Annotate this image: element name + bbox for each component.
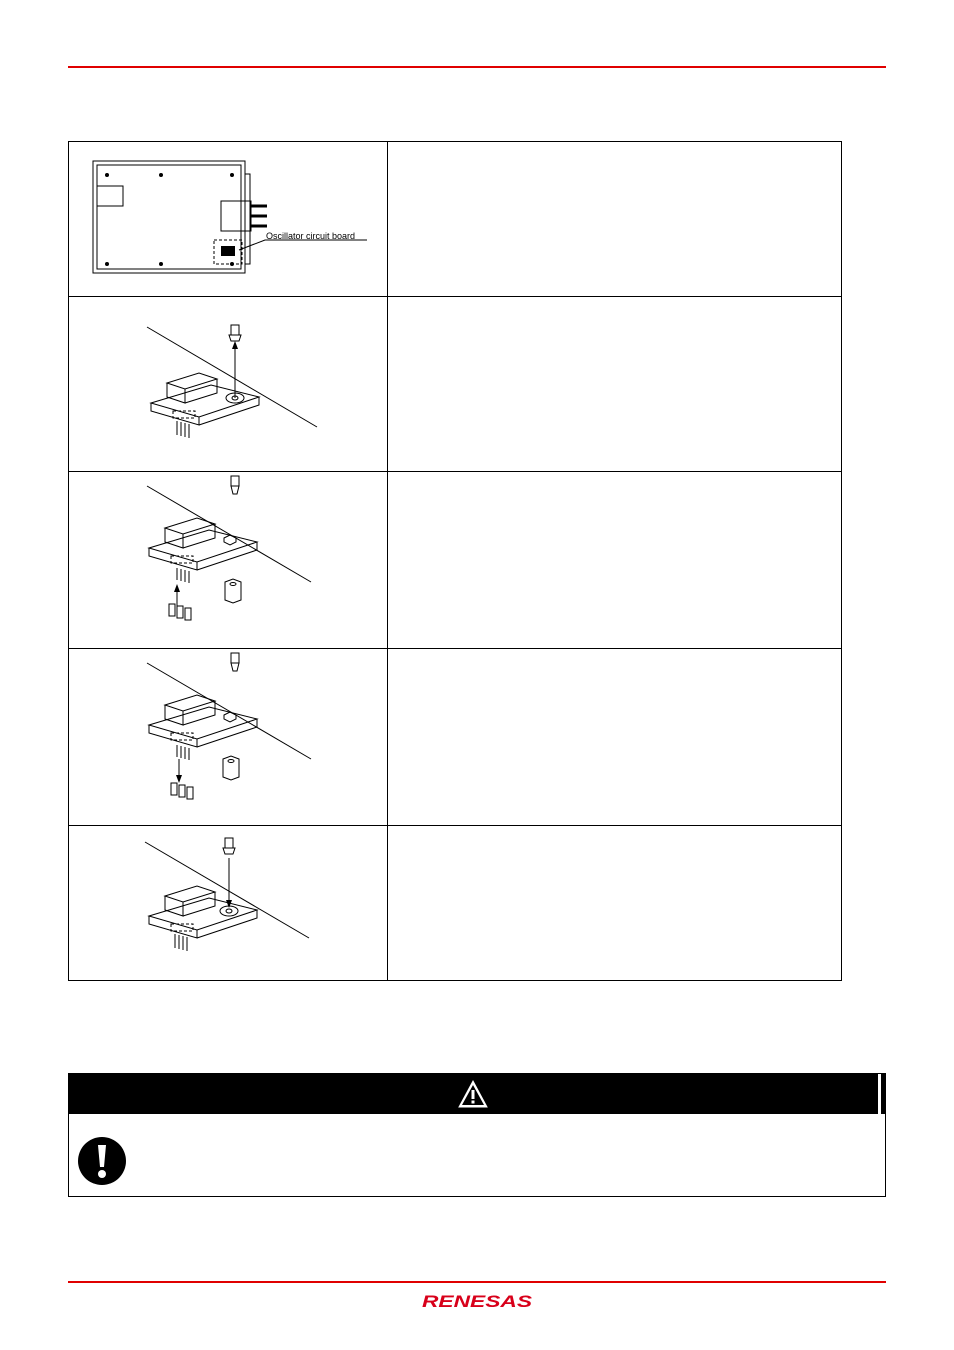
oscillator-board-callout: Oscillator circuit board [266, 231, 356, 241]
header-rule [68, 66, 886, 68]
footer-rule [68, 1281, 886, 1283]
oscillator-replacement-table [68, 141, 842, 981]
step-row-4 [69, 649, 842, 826]
step-figure-5 [69, 826, 388, 981]
pull-out-board-figure [69, 472, 387, 648]
step-row-3 [69, 472, 842, 649]
warning-header [69, 1074, 885, 1114]
step-figure-2 [69, 297, 388, 472]
step-figure-1 [69, 142, 388, 297]
step-text-4 [388, 649, 842, 826]
warning-triangle-icon [457, 1079, 489, 1109]
fasten-screw-figure [69, 826, 387, 980]
step-row-5 [69, 826, 842, 981]
step-text-3 [388, 472, 842, 649]
warning-header-notch [878, 1074, 881, 1114]
remove-screw-figure [69, 297, 387, 471]
step-row-2 [69, 297, 842, 472]
renesas-logo [422, 1291, 534, 1311]
insert-board-figure [69, 649, 387, 825]
warning-box [68, 1073, 886, 1197]
step-text-5 [388, 826, 842, 981]
step-row-1 [69, 142, 842, 297]
step-text-1 [388, 142, 842, 297]
exclamation-circle-icon [77, 1136, 127, 1186]
step-figure-3 [69, 472, 388, 649]
step-figure-4 [69, 649, 388, 826]
step-text-2 [388, 297, 842, 472]
emulator-top-view-figure [69, 142, 387, 296]
renesas-logo-text: RENESAS [422, 1292, 533, 1311]
